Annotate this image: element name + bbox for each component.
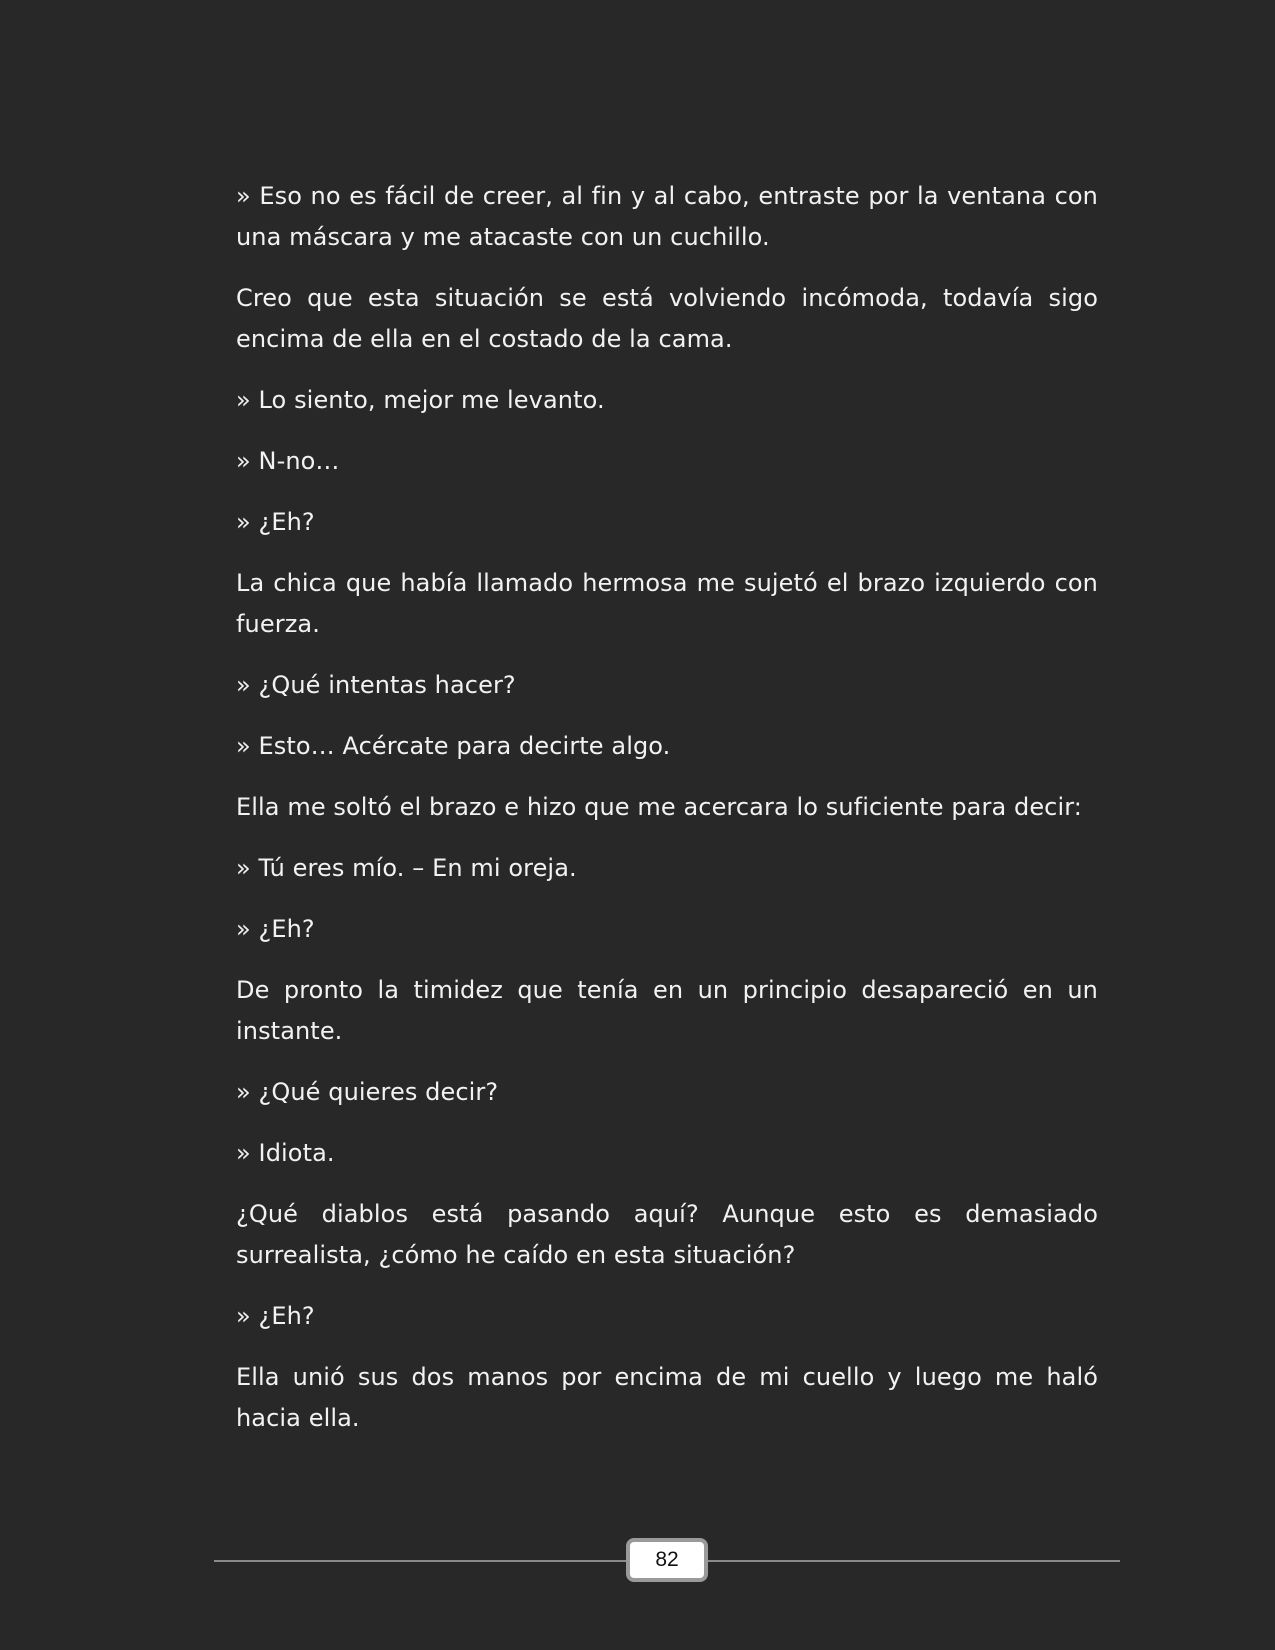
- paragraph: ¿Qué diablos está pasando aquí? Aunque esto es demasiado surrealista, ¿cómo he caído en esta situación?: [236, 1200, 1098, 1269]
- paragraph: » Eso no es fácil de creer, al fin y al cabo, entraste por la ventana con una máscara y me atacaste con un cuchillo.: [236, 182, 1098, 251]
- paragraph: » ¿Qué quieres decir?: [236, 1078, 499, 1106]
- paragraph: Creo que esta situación se está volviendo incómoda, todavía sigo encima de ella en el costado de la cama.: [236, 284, 1098, 353]
- paragraph: La chica que había llamado hermosa me sujetó el brazo izquierdo con fuerza.: [236, 569, 1098, 638]
- paragraph: » Tú eres mío. – En mi oreja.: [236, 854, 577, 882]
- paragraph: » Esto… Acércate para decirte algo.: [236, 732, 671, 760]
- page-body: [236, 176, 1098, 1459]
- paragraph: De pronto la timidez que tenía en un principio desapareció en un instante.: [236, 976, 1098, 1045]
- paragraph: Ella unió sus dos manos por encima de mi cuello y luego me haló hacia ella.: [236, 1363, 1098, 1432]
- paragraph: » ¿Qué intentas hacer?: [236, 671, 516, 699]
- footer-divider-right: [708, 1560, 1120, 1562]
- paragraph: » Lo siento, mejor me levanto.: [236, 386, 605, 414]
- page-number: 82: [626, 1538, 708, 1582]
- paragraph: » ¿Eh?: [236, 508, 315, 536]
- footer-divider-left: [214, 1560, 626, 1562]
- paragraph: » ¿Eh?: [236, 1302, 315, 1330]
- page-footer: [214, 1538, 1120, 1582]
- paragraph: » N-no…: [236, 447, 340, 475]
- paragraph: » Idiota.: [236, 1139, 335, 1167]
- paragraph: » ¿Eh?: [236, 915, 315, 943]
- paragraph: Ella me soltó el brazo e hizo que me acercara lo suficiente para decir:: [236, 793, 1082, 821]
